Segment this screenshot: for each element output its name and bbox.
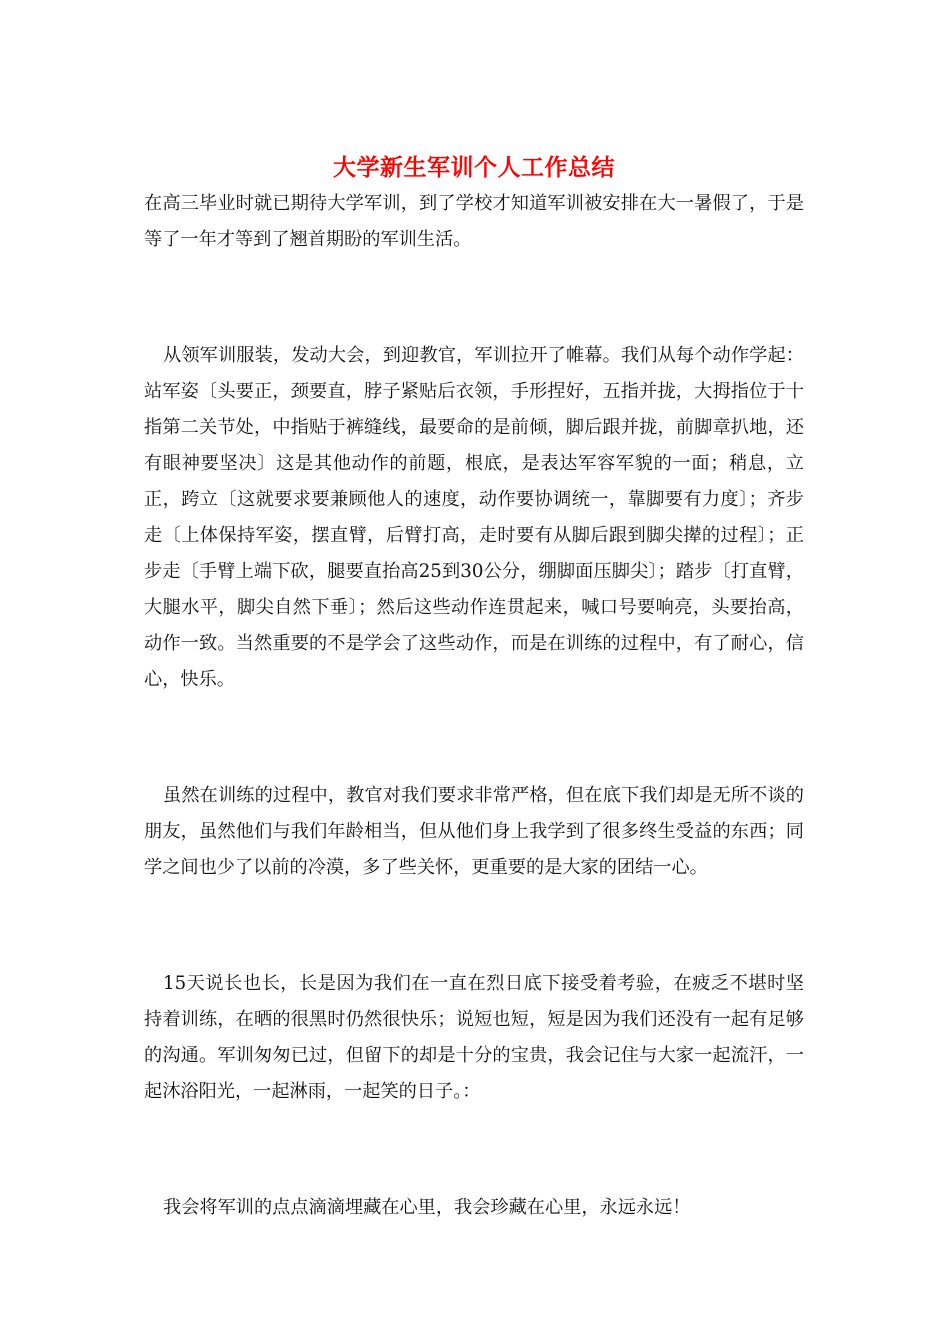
paragraph-instructors: 虽然在训练的过程中，教官对我们要求非常严格，但在底下我们却是无所不谈的朋友，虽然他们与我们年龄相当，但从他们身上我学到了很多终生受益的东西；同学之间也少了以前的冷漠，多了些关怀，更重要的是大家的团结一心。 (144, 785, 804, 878)
paragraph-fifteen-days: 15天说长也长，长是因为我们在一直在烈日底下接受着考验，在疲乏不堪时坚持着训练，在晒的很黑时仍然很快乐；说短也短，短是因为我们还没有一起有足够的沟通。军训匆匆已过，但留下的却是十分的宝贵，我会记住与大家一起流汗，一起沐浴阳光，一起淋雨，一起笑的日子。： (144, 973, 804, 1102)
paragraph-intro: 在高三毕业时就已期待大学军训，到了学校才知道军训被安排在大一暑假了，于是等了一年才等到了翘首期盼的军训生活。 (144, 193, 804, 250)
paragraph-training-movements: 从领军训服装，发动大会，到迎教官，军训拉开了帷幕。我们从每个动作学起：站军姿〔头要正，颈要直，脖子紧贴后衣领，手形捏好，五指并拢，大拇指位于十指第二关节处，中指贴于裤缝线，最要命的是前倾，脚后跟并拢，前脚章扒地，还有眼神要坚决〕这是其他动作的前题，根底，是表达军容军貌的一面；稍息，立正，跨立〔这就要求要兼顾他人的速度，动作要协调统一，靠脚要有力度〕；齐步走〔上体保持军姿，摆直臂，后臂打高，走时要有从脚后跟到脚尖撵的过程〕；正步走〔手臂上端下砍，腿要直抬高25到30公分，绷脚面压脚尖〕；踏步〔打直臂，大腿水平，脚尖自然下垂〕；然后这些动作连贯起来，喊口号要响亮，头要抬高，动作一致。当然重要的不是学会了这些动作，而是在训练的过程中，有了耐心，信心，快乐。 (144, 345, 804, 690)
paragraph-closing: 我会将军训的点点滴滴埋藏在心里，我会珍藏在心里，永远永远！ (163, 1197, 691, 1218)
document-title: 大学新生军训个人工作总结 (333, 155, 615, 181)
document-content (144, 150, 804, 1226)
